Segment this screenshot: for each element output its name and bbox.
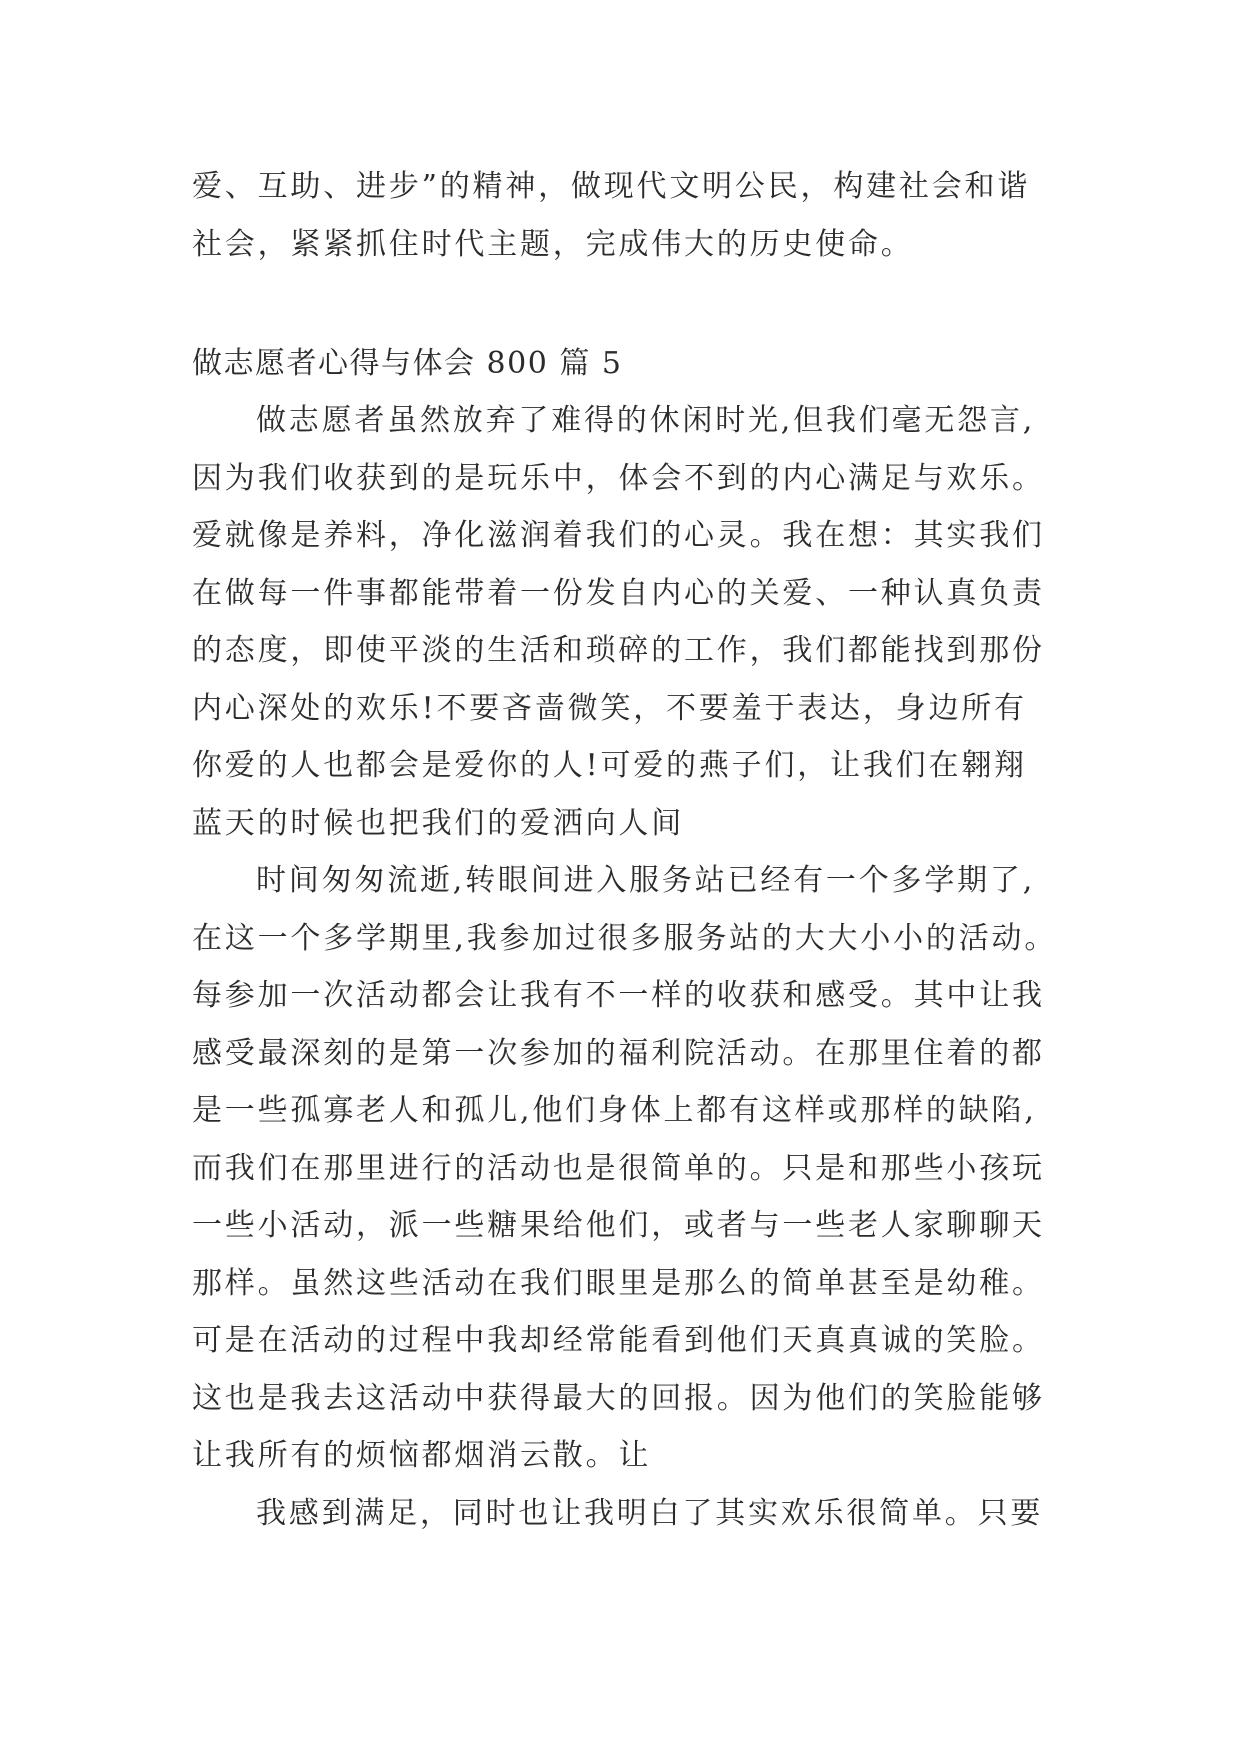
text-line: 而我们在那里进行的活动也是很简单的。只是和那些小孩玩 [192,1150,1045,1186]
text-line: 每参加一次活动都会让我有不一样的收获和感受。其中让我 [192,978,1045,1013]
text-line: 我感到满足，同时也让我明白了其实欢乐很简单。只要 [256,1496,1044,1531]
text-line: 一些小活动，派一些糖果给他们，或者与一些老人家聊聊天 [192,1208,1045,1243]
text-line: 蓝天的时候也把我们的爱洒向人间 [192,805,684,841]
intro-paragraph [192,158,1052,273]
text-line: 爱、互助、进步”的精神，做现代文明公民，构建社会和谐 [192,169,1031,204]
text-line: 这也是我去这活动中获得最大的回报。因为他们的笑脸能够 [192,1380,1045,1416]
text-line: 那样。虽然这些活动在我们眼里是那么的简单甚至是幼稚。 [192,1265,1045,1301]
section-heading: 做志愿者心得与体会 800 篇 5 [192,346,623,381]
text-line: 是一些孤寡老人和孤儿,他们身体上都有这样或那样的缺陷, [192,1093,1037,1128]
text-line: 感受最深刻的是第一次参加的福利院活动。在那里住着的都 [192,1035,1045,1071]
text-line: 让我所有的烦恼都烟消云散。让 [192,1438,652,1473]
paragraph-1 [192,392,1052,852]
text-line: 爱就像是养料，净化滋润着我们的心灵。我在想：其实我们 [192,518,1045,553]
text-line: 可是在活动的过程中我却经常能看到他们天真真诚的笑脸。 [192,1323,1045,1358]
paragraph-2 [192,852,1058,1485]
text-line: 在这一个多学期里,我参加过很多服务站的大大小小的活动。 [192,920,1058,956]
text-line: 因为我们收获到的是玩乐中，体会不到的内心满足与欢乐。 [192,460,1045,496]
text-line: 做志愿者虽然放弃了难得的休闲时光,但我们毫无怨言, [256,403,1036,438]
text-line: 在做每一件事都能带着一份发自内心的关爱、一种认真负责 [192,575,1045,611]
paragraph-3 [192,1485,1052,1543]
text-line: 社会，紧紧抓住时代主题，完成伟大的历史使命。 [192,226,914,262]
text-line: 你爱的人也都会是爱你的人!可爱的燕子们，让我们在翱翔 [192,748,1027,783]
text-line: 的态度，即使平淡的生活和琐碎的工作，我们都能找到那份 [192,633,1045,668]
text-line: 时间匆匆流逝,转眼间进入服务站已经有一个多学期了, [256,863,1036,898]
text-line: 内心深处的欢乐!不要吝啬微笑，不要羞于表达，身边所有 [192,690,1027,726]
